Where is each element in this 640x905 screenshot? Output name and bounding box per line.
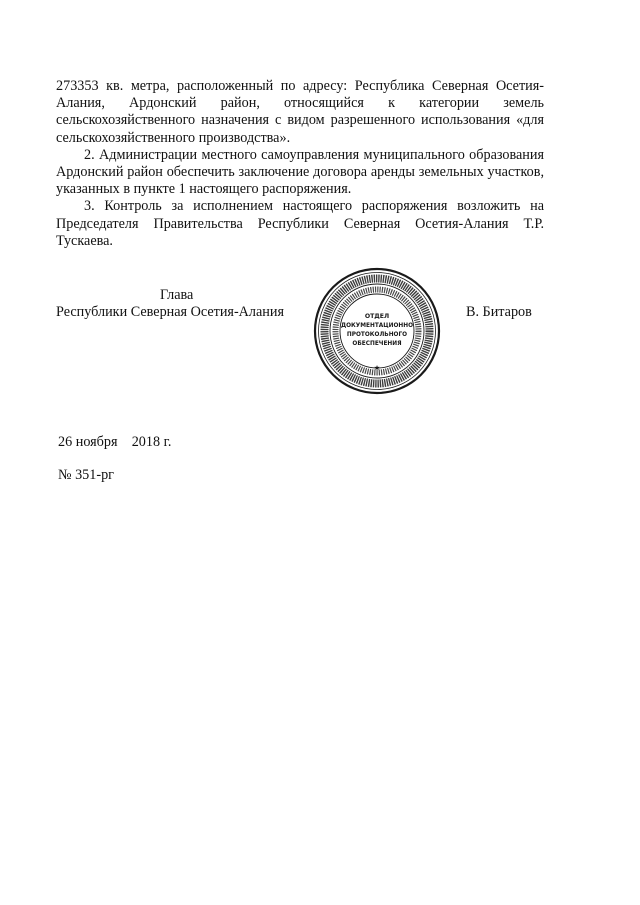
document-date: 26 ноября 2018 г. [58,434,172,450]
paragraph-land-plot: 273353 кв. метра, расположенный по адресу: Республика Северная Осетия-Алания, Ардонский район, относящийся к категории земель сельскохозяйственного назначения с видом разрешенного использования «для сельскохозяйственного производства». [56,78,544,146]
signature-title: Глава [160,287,194,303]
signature-name: В. Битаров [466,304,532,320]
seal-center-line-3: ПРОТОКОЛЬНОГО [346,332,408,338]
official-seal-stamp [312,266,442,396]
paragraph-item-2: 2. Администрации местного самоуправления муниципального образования Ардонский район обеспечить заключение договора аренды земельных участков, указанных в пункте 1 настоящего распоряжения. [56,146,544,198]
signature-org: Республики Северная Осетия-Алания [56,304,285,320]
seal-center-line-4: ОБЕСПЕЧЕНИЯ [352,341,402,347]
document-body [56,78,544,250]
seal-inner-ring [340,294,414,368]
seal-center-line-1: ОТДЕЛ [364,313,390,320]
seal-center-line-2: ДОКУМЕНТАЦИОННО [340,323,414,329]
paragraph-item-3: 3. Контроль за исполнением настоящего распоряжения возложить на Председателя Правительства Республики Северная Осетия-Алания Т.Р. Тускаева. [56,198,544,249]
seal-inner-text-band [336,290,419,373]
document-number: № 351-рг [58,467,115,483]
seal-star: ★ [373,364,381,372]
